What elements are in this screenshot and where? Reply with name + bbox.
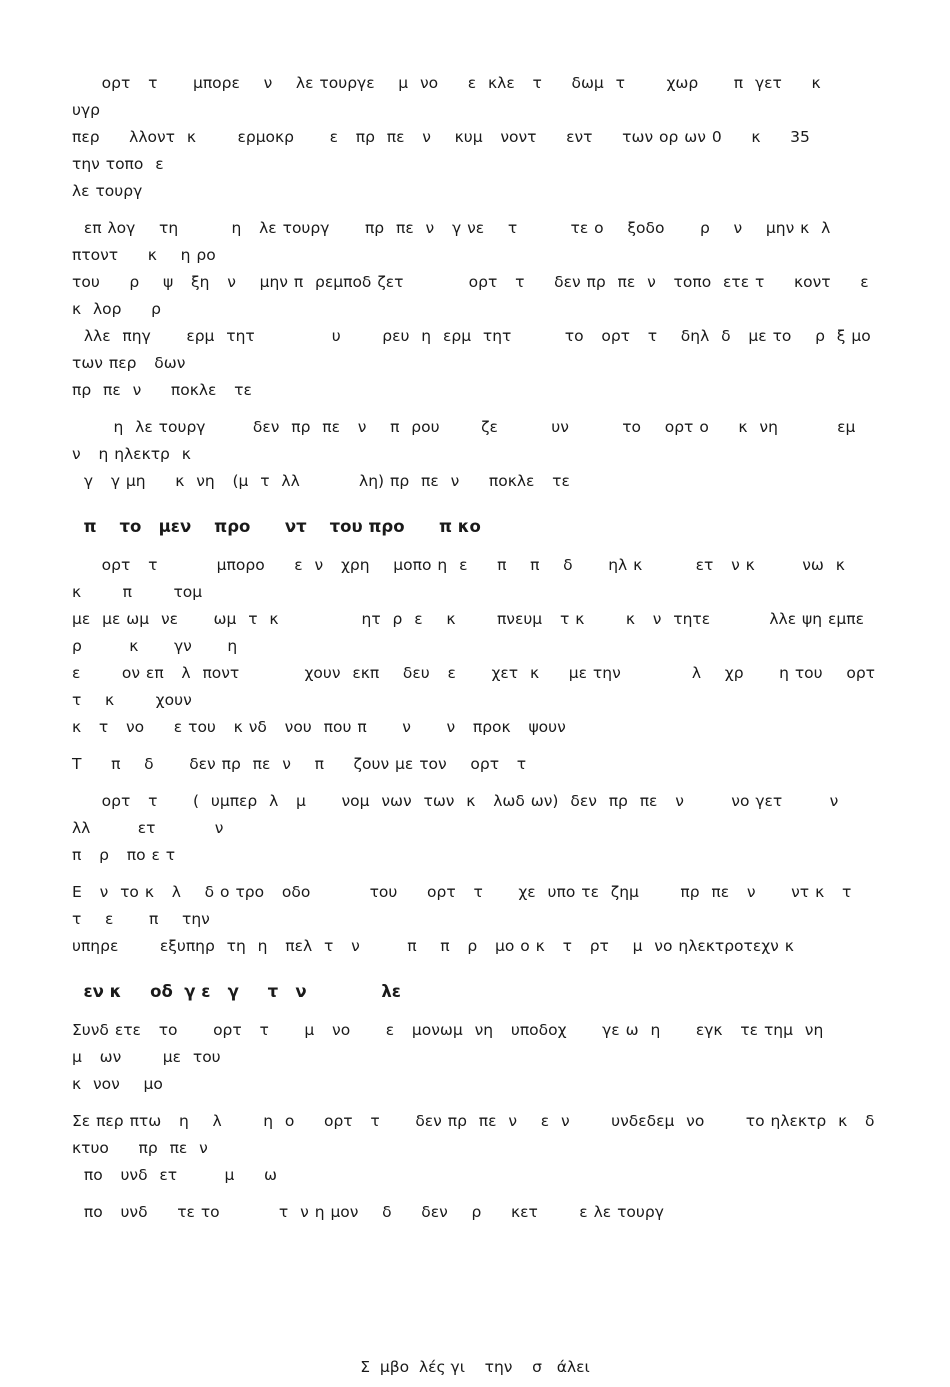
- paragraph-children-play: Τ π δ δεν πρ πε ν π ζουν με τον ορτ τ: [72, 755, 527, 773]
- paragraph-operating-conditions: ορτ τ μπορε ν λε τουργε μ νο ε κλε τ δωμ τ χωρ π γετ κ υγρ περ λλοντ κ ερμοκρ ε πρ πε ν κυμ νοντ εντ των ορ ων 0 κ 35 την τοπο ε λε τουργ: [72, 74, 821, 200]
- paragraph-damaged-cable: Ε ν το κ λ δ ο τρο οδο του ορτ τ χε υπο τε ζημ πρ πε ν ντ κ τ τ ε π την υπηρε εξυπηρ τη η πελ τ ν π π ρ μο ο κ τ ρτ μ νο ηλεκτροτεχν κ: [72, 883, 852, 955]
- paragraph-unplug-after-use: πο υνδ τε το τ ν η μον δ δεν ρ κετ ε λε τουργ: [72, 1203, 664, 1221]
- document-body: [72, 70, 878, 1236]
- section-heading-general-instructions: εν κ οδ γ ε γ τ ν λε: [72, 982, 401, 1001]
- paragraph-disconnect-mains: Σε περ πτω η λ η ο ορτ τ δεν πρ πε ν ε ν υνδεδεμ νο το ηλεκτρ κ δ κτυο πρ πε ν πο υνδ ετ μ ω: [72, 1112, 875, 1184]
- section-heading-intended-users: π το μεν προ ντ του προ π κο: [72, 517, 481, 536]
- paragraph-cleaning: ορτ τ ( υμπερ λ μ νομ νων των κ λωδ ων) δεν πρ πε ν νο γετ ν λλ ετ ν π ρ πο ε τ: [72, 792, 839, 864]
- paragraph-ventilation: επ λογ τη η λε τουργ πρ πε ν γ νε τ τε ο ξοδο ρ ν μην κ λ πτοντ κ η ρο του ρ ψ ξη ν μην π ρεμποδ ζετ ορτ τ δεν πρ πε ν τοπο ετε τ κοντ ε κ λορ ρ λλε πηγ ερμ τητ υ ρευ η ερμ τητ το ορτ τ δηλ δ με το ρ ξ μο των περ δων πρ πε ν ποκλε τε: [72, 219, 871, 399]
- paragraph-user-restrictions: ορτ τ μπορο ε ν χρη μοπο η ε π π δ ηλ κ ετ ν κ νω κ κ π τομ με με ωμ νε ωμ τ κ ητ ρ ε κ πνευμ τ κ κ ν τητε λλε ψη εμπε ρ κ γν η ε ον επ λ ποντ χουν εκπ δευ ε χετ κ με την λ χρ η του ορτ τ κ χουν κ τ νο ε του κ νδ νου που π ν ν προκ ψουν: [72, 556, 875, 736]
- paragraph-moving-appliance: η λε τουργ δεν πρ πε ν π ρου ζε υν το ορτ ο κ νη εμ ν η ηλεκτρ κ γ γ μη κ νη (μ τ λλ λη) πρ πε ν ποκλε τε: [72, 418, 856, 490]
- paragraph-grounded-socket: Συνδ ετε το ορτ τ μ νο ε μονωμ νη υποδοχ γε ω η εγκ τε τημ νη μ ων με του κ νον μο: [72, 1021, 824, 1093]
- page-footer: Σ μβο λές γι την σ άλει: [360, 1358, 590, 1376]
